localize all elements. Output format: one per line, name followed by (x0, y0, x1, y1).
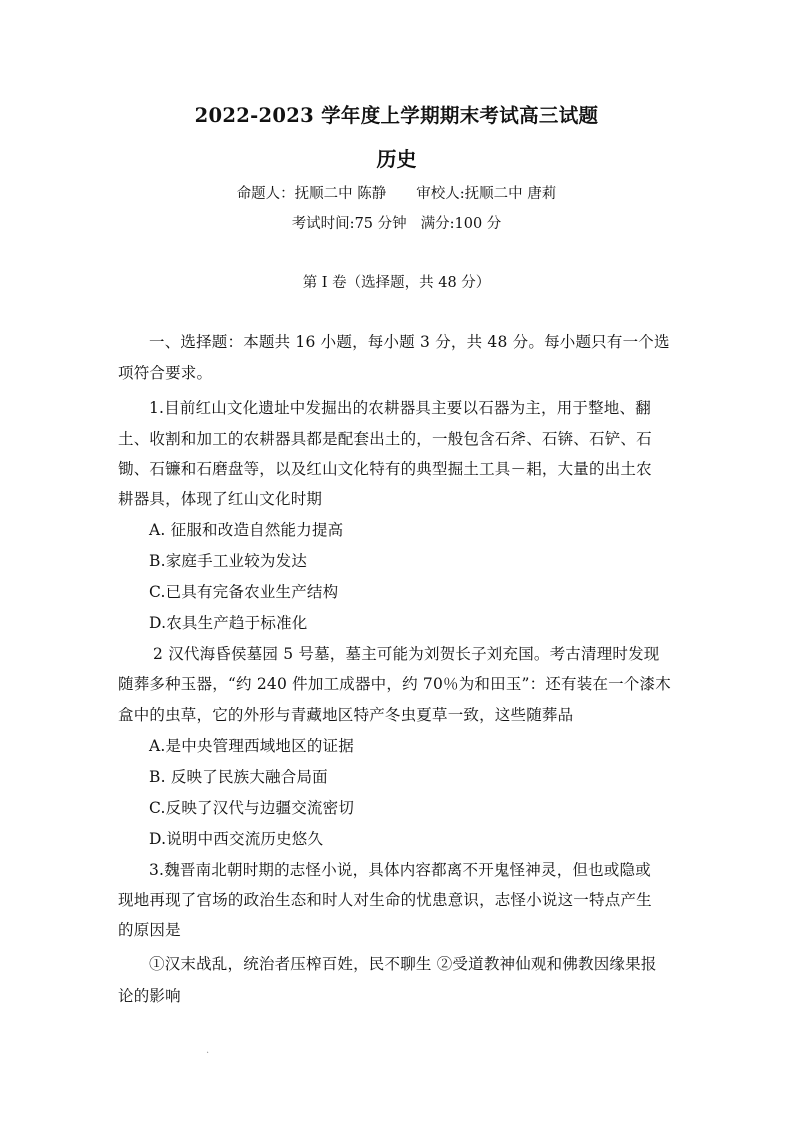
section-title: 第 I 卷（选择题，共 48 分） (302, 275, 491, 291)
question-3-statements: ①汉末战乱，统治者压榨百姓，民不聊生 ②受道教神仙观和佛教因缘果报 (149, 955, 657, 973)
instructions-line: 项符合要求。 (118, 364, 213, 382)
question-2-option-d: D.说明中西交流历史悠久 (149, 830, 324, 848)
exam-title: 2022-2023 学年度上学期期末考试高三试题 (194, 104, 599, 127)
full-score: 满分:100 分 (420, 216, 502, 232)
question-setter: 命题人：抚顺二中 陈静 (236, 186, 387, 202)
reviewer: 审校人:抚顺二中 唐莉 (416, 186, 557, 202)
exam-duration: 考试时间:75 分钟 (291, 216, 407, 232)
instructions-line: 一、选择题：本题共 16 小题，每小题 3 分，共 48 分。每小题只有一个选 (149, 333, 670, 351)
question-1-option-c: C.已具有完备农业生产结构 (149, 583, 339, 601)
question-1-stem: 锄、石镰和石磨盘等，以及红山文化特有的典型掘土工具－耜，大量的出土农 (118, 460, 652, 478)
question-1-stem: 土、收割和加工的农耕器具都是配套出土的，一般包含石斧、石锛、石铲、石 (118, 430, 652, 448)
question-1-option-a: A. 征服和改造自然能力提高 (149, 521, 344, 539)
question-3-statements: 论的影响 (118, 987, 181, 1005)
question-2-stem: 盒中的虫草，它的外形与青藏地区特产冬虫夏草一致，这些随葬品 (118, 706, 574, 724)
question-2-option-c: C.反映了汉代与边疆交流密切 (149, 799, 355, 817)
question-1-option-d: D.农具生产趋于标准化 (149, 614, 308, 632)
question-1-stem: 耕器具，体现了红山文化时期 (118, 490, 323, 508)
question-2-stem: 随葬多种玉器，“约 240 件加工成器中，约 70％为和田玉”：还有装在一个漆木 (118, 675, 671, 693)
question-1-option-b: B.家庭手工业较为发达 (149, 552, 308, 570)
question-3-stem: 现地再现了官场的政治生态和时人对生命的忧患意识，志怪小说这一特点产生 (118, 891, 652, 909)
footer-mark: . (206, 1045, 210, 1056)
question-3-stem: 的原因是 (118, 921, 181, 939)
question-2-option-a: A.是中央管理西域地区的证据 (149, 737, 354, 755)
question-2-option-b: B. 反映了民族大融合局面 (149, 768, 328, 786)
subject-title: 历史 (376, 147, 417, 171)
exam-info-line (0, 212, 793, 233)
question-3-stem: 3.魏晋南北朝时期的志怪小说，具体内容都离不开鬼怪神灵，但也或隐或 (149, 861, 651, 879)
question-1-stem: 1.目前红山文化遗址中发掘出的农耕器具主要以石器为主，用于整地、翻 (149, 399, 651, 417)
question-2-stem: 2 汉代海昏侯墓园 5 号墓，墓主可能为刘贺长子刘充国。考古清理时发现 (153, 645, 660, 663)
authors-line (0, 182, 793, 203)
